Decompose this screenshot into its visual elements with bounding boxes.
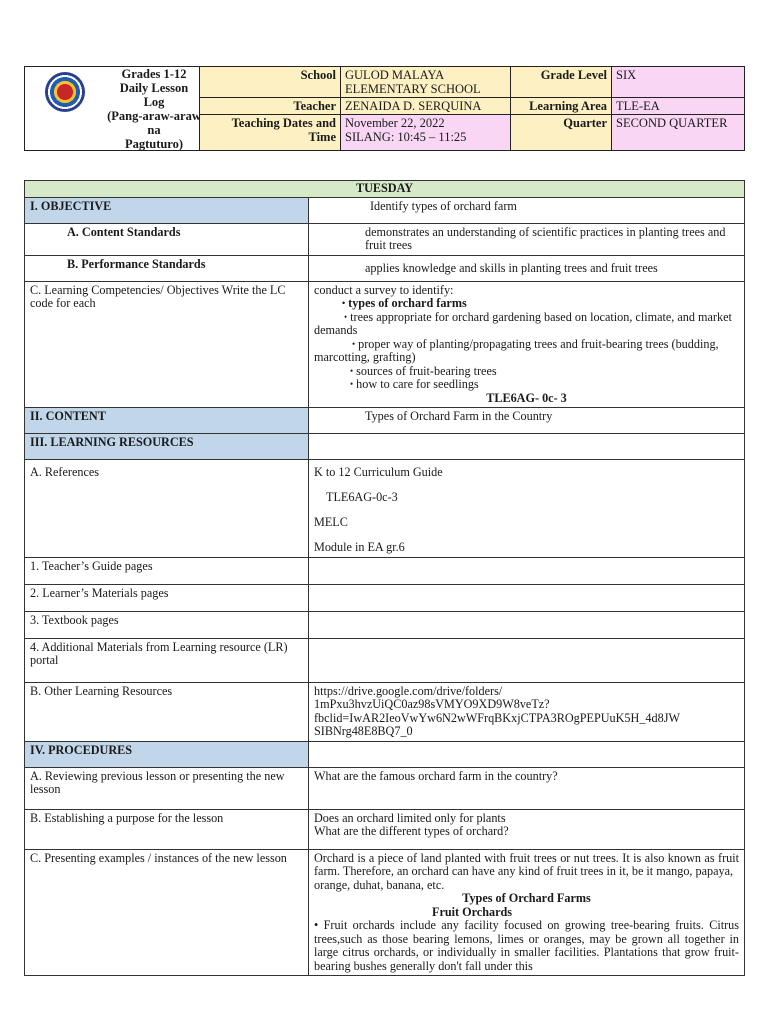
list-item: • sources of fruit-bearing trees xyxy=(350,363,497,378)
procedures-label: IV. PROCEDURES xyxy=(25,741,309,767)
content-row xyxy=(25,408,745,434)
dll-title: Grades 1-12 Daily Lesson Log (Pang-araw-araw na Pagtuturo) xyxy=(107,67,201,151)
list-item: • trees appropriate for orchard gardening based on location, climate, and market demands xyxy=(314,309,732,337)
procedure-c-row xyxy=(25,849,745,976)
textbook-row xyxy=(25,611,745,638)
learning-area-value: TLE-EA xyxy=(612,98,745,115)
competencies-label: C. Learning Competencies/ Objectives Write the LC code for each xyxy=(25,281,309,408)
learning-area-label: Learning Area xyxy=(511,98,612,115)
teachers-guide-row xyxy=(25,557,745,584)
procedure-a-value: What are the famous orchard farm in the country? xyxy=(309,767,745,809)
teaching-dates-value: November 22, 2022 SILANG: 10:45 – 11:25 xyxy=(341,115,511,151)
list-item: • how to care for seedlings xyxy=(350,377,479,391)
list-item: • proper way of planting/propagating trees and fruit-bearing trees (budding, marcotting, grafting) xyxy=(314,336,719,364)
quarter-label: Quarter xyxy=(511,115,612,151)
other-resources-row xyxy=(25,682,745,741)
deped-seal-icon xyxy=(45,72,85,112)
types-heading: Types of Orchard Farms xyxy=(462,891,591,905)
additional-materials-value xyxy=(309,638,745,682)
content-value: Types of Orchard Farm in the Country xyxy=(309,408,745,434)
teacher-label: Teacher xyxy=(200,98,341,115)
title-cell xyxy=(25,67,200,151)
textbook-label: 3. Textbook pages xyxy=(25,611,309,638)
list-item: • types of orchard farms xyxy=(342,296,467,310)
lesson-table xyxy=(24,180,745,976)
content-standards-label: A. Content Standards xyxy=(25,223,309,255)
fruit-orchards-heading: Fruit Orchards xyxy=(432,904,513,919)
quarter-value: SECOND QUARTER xyxy=(612,115,745,151)
teachers-guide-label: 1. Teacher’s Guide pages xyxy=(25,557,309,584)
other-resources-value: https://drive.google.com/drive/folders/ 1mPxu3hvzUiQC0az98sVMYO9XD9W8veTz? fbclid=IwAR2IeoVwYw6N2wWFrqBKxjCTPA3ROgPEPUuK5H_4d8JW SIBNrg48E8BQ7_0 xyxy=(309,682,745,741)
day-row xyxy=(25,181,745,198)
grade-level-label: Grade Level xyxy=(511,67,612,98)
procedure-a-label: A. Reviewing previous lesson or presenting the new lesson xyxy=(25,767,309,809)
competencies-value: conduct a survey to identify: • types of orchard farms • trees appropriate for orchard gardening based on location, climate, and market demands • proper way of planting/propagating trees and fruit-bearing trees (budding, marcotting, grafting) • sources of fruit-bearing trees • how to care for seedlings TLE6AG- 0c- 3 xyxy=(309,281,745,408)
resources-row xyxy=(25,434,745,460)
learners-materials-value xyxy=(309,584,745,611)
content-standards-value: demonstrates an understanding of scientific practices in planting trees and fruit trees xyxy=(309,223,745,255)
learners-materials-label: 2. Learner’s Materials pages xyxy=(25,584,309,611)
resources-label: III. LEARNING RESOURCES xyxy=(25,434,309,460)
references-row xyxy=(25,460,745,558)
teaching-dates-label: Teaching Dates and Time xyxy=(200,115,341,151)
content-standards-row xyxy=(25,223,745,255)
procedure-b-value: Does an orchard limited only for plants What are the different types of orchard? xyxy=(309,809,745,849)
resources-value xyxy=(309,434,745,460)
school-label: School xyxy=(200,67,341,98)
objective-row xyxy=(25,197,745,223)
procedure-b-label: B. Establishing a purpose for the lesson xyxy=(25,809,309,849)
competencies-row xyxy=(25,281,745,408)
procedure-c-label: C. Presenting examples / instances of the new lesson xyxy=(25,849,309,976)
objective-value: Identify types of orchard farm xyxy=(309,197,745,223)
school-value: GULOD MALAYA ELEMENTARY SCHOOL xyxy=(341,67,511,98)
learners-materials-row xyxy=(25,584,745,611)
procedures-value xyxy=(309,741,745,767)
textbook-value xyxy=(309,611,745,638)
references-label: A. References xyxy=(25,460,309,558)
additional-materials-row xyxy=(25,638,745,682)
performance-standards-value: applies knowledge and skills in planting trees and fruit trees xyxy=(309,255,745,281)
teachers-guide-value xyxy=(309,557,745,584)
grade-level-value: SIX xyxy=(612,67,745,98)
procedure-b-row xyxy=(25,809,745,849)
teacher-value: ZENAIDA D. SERQUINA xyxy=(341,98,511,115)
procedure-a-row xyxy=(25,767,745,809)
day-header: TUESDAY xyxy=(25,181,745,198)
performance-standards-label: B. Performance Standards xyxy=(25,255,309,281)
additional-materials-label: 4. Additional Materials from Learning resource (LR) portal xyxy=(25,638,309,682)
content-label: II. CONTENT xyxy=(25,408,309,434)
competency-code: TLE6AG- 0c- 3 xyxy=(486,390,567,405)
other-resources-label: B. Other Learning Resources xyxy=(25,682,309,741)
procedures-row xyxy=(25,741,745,767)
performance-standards-row xyxy=(25,255,745,281)
objective-label: I. OBJECTIVE xyxy=(25,197,309,223)
procedure-c-value: Orchard is a piece of land planted with fruit trees or nut trees. It is also known as fruit farm. Therefore, an orchard can have any kind of fruit trees in it, be it mango, papaya, orange, duhat, banana, etc. Types of Orchard Farms Fruit Orchards • Fruit orchards include any facility focused on growing tree-bearing fruits. Citrus trees,such as those bearing lemons, limes or oranges, may be grown all together in large citrus orchards, or individually in smaller facilities. Plantations that grow fruit-bearing bushes generally don't fall under this xyxy=(309,849,745,976)
references-value: K to 12 Curriculum Guide TLE6AG-0c-3 MELC Module in EA gr.6 xyxy=(309,460,745,558)
header-table xyxy=(24,66,745,151)
